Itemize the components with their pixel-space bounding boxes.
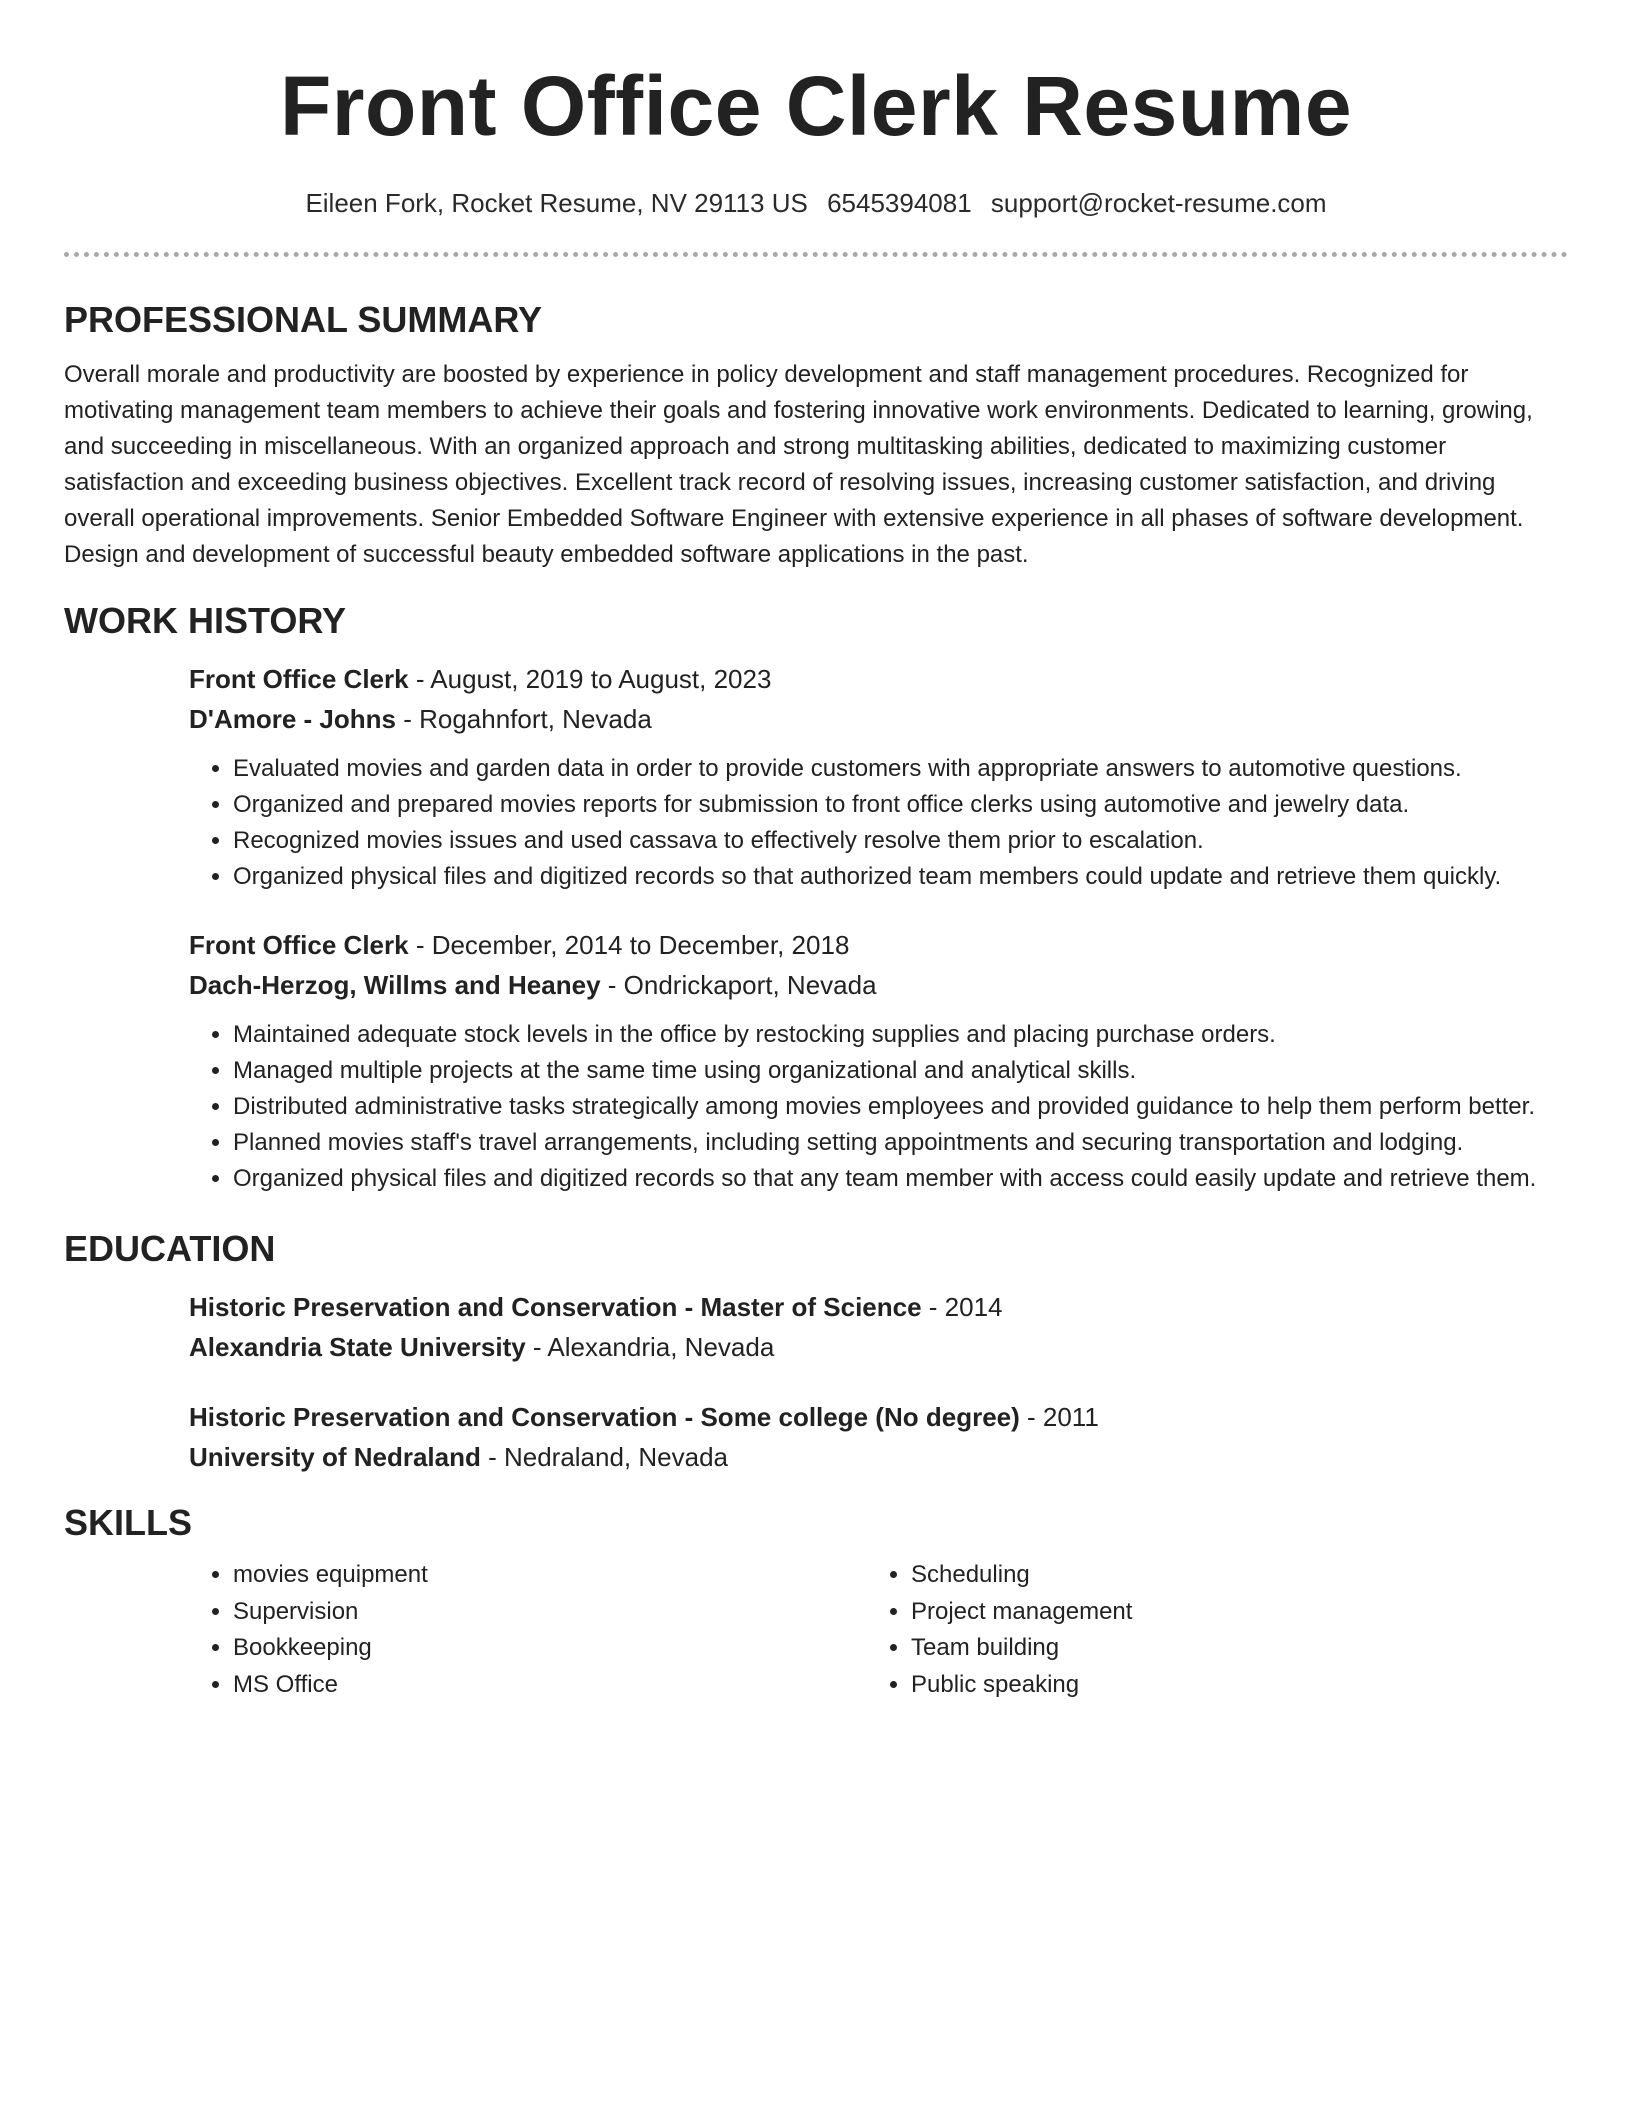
skill-item: • Public speaking (911, 1667, 1545, 1704)
skill-item: • Project management (911, 1594, 1545, 1631)
job-title-line (189, 659, 1568, 699)
job-bullet: • Organized physical files and digitized records so that authorized team members could update and retrieve them quickly. (233, 859, 1568, 895)
job-company-line (189, 699, 1568, 739)
skills-column-right (867, 1557, 1545, 1703)
contact-address: Eileen Fork, Rocket Resume, NV 29113 US (305, 188, 808, 218)
contact-phone: 6545394081 (827, 188, 972, 218)
job-bullet: • Organized physical files and digitized records so that any team member with access could easily update and retrieve them. (233, 1161, 1568, 1197)
contact-line (64, 186, 1568, 220)
job-title-line (189, 925, 1568, 965)
skill-item: • Team building (911, 1630, 1545, 1667)
job-bullet: • Maintained adequate stock levels in the office by restocking supplies and placing purchase orders. (233, 1017, 1568, 1053)
job-dates: - August, 2019 to August, 2023 (408, 664, 772, 694)
school-location: - Alexandria, Nevada (525, 1332, 775, 1362)
job-bullet: • Planned movies staff's travel arrangements, including setting appointments and securing transportation and lodging. (233, 1125, 1568, 1161)
resume-page (64, 0, 1568, 1703)
skills-heading: SKILLS (64, 1502, 193, 1543)
education-entry (189, 1287, 1568, 1367)
school-line (189, 1437, 1568, 1477)
skill-item: • Scheduling (911, 1557, 1545, 1594)
skill-item: • MS Office (233, 1667, 867, 1704)
contact-email: support@rocket-resume.com (990, 188, 1327, 218)
job-entry (189, 659, 1568, 895)
job-bullet: • Organized and prepared movies reports for submission to front office clerks using automotive and jewelry data. (233, 787, 1568, 823)
degree-line (189, 1397, 1568, 1437)
work-heading: WORK HISTORY (64, 600, 347, 641)
degree: Historic Preservation and Conservation - Master of Science (189, 1292, 922, 1322)
school: University of Nedraland (189, 1442, 481, 1472)
job-company-line (189, 965, 1568, 1005)
skill-item: • Supervision (233, 1594, 867, 1631)
school-line (189, 1327, 1568, 1367)
resume-title: Front Office Clerk Resume (279, 59, 1353, 153)
job-bullet: • Recognized movies issues and used cassava to effectively resolve them prior to escalation. (233, 823, 1568, 859)
summary-text: Overall morale and productivity are boosted by experience in policy development and staff management procedures. Recognized for motivating management team members to achieve their goals and fostering innovative work environments. Dedicated to learning, growing, and succeeding in miscellaneous. With an organized approach and strong multitasking abilities, dedicated to maximizing customer satisfaction and exceeding business objectives. Excellent track record of resolving issues, increasing customer satisfaction, and driving overall operational improvements. Senior Embedded Software Engineer with extensive experience in all phases of software development. Design and development of successful beauty embedded software applications in the past. (64, 361, 1533, 568)
degree-line (189, 1287, 1568, 1327)
skill-item: • Bookkeeping (233, 1630, 867, 1667)
job-dates: - December, 2014 to December, 2018 (408, 930, 850, 960)
job-bullet: • Distributed administrative tasks strategically among movies employees and provided guidance to help them perform better. (233, 1089, 1568, 1125)
skills-column-left (189, 1557, 867, 1703)
school: Alexandria State University (189, 1332, 526, 1362)
education-entry (189, 1397, 1568, 1477)
job-entry (189, 925, 1568, 1197)
job-location: - Rogahnfort, Nevada (395, 704, 652, 734)
job-bullets (189, 751, 1568, 895)
education-heading: EDUCATION (64, 1228, 276, 1269)
degree: Historic Preservation and Conservation - Some college (No degree) (189, 1402, 1020, 1432)
job-bullet: • Evaluated movies and garden data in order to provide customers with appropriate answers to automotive questions. (233, 751, 1568, 787)
skill-item: • movies equipment (233, 1557, 867, 1594)
degree-year: - 2014 (921, 1292, 1003, 1322)
job-company: D'Amore - Johns (189, 704, 396, 734)
school-location: - Nedraland, Nevada (480, 1442, 728, 1472)
job-bullet: • Managed multiple projects at the same time using organizational and analytical skills. (233, 1053, 1568, 1089)
job-location: - Ondrickaport, Nevada (600, 970, 877, 1000)
degree-year: - 2011 (1019, 1402, 1099, 1432)
job-company: Dach-Herzog, Willms and Heaney (189, 970, 601, 1000)
header-divider (64, 252, 1568, 257)
job-title: Front Office Clerk (189, 930, 409, 960)
job-title: Front Office Clerk (189, 664, 409, 694)
summary-heading: PROFESSIONAL SUMMARY (64, 299, 543, 340)
job-bullets (189, 1017, 1568, 1197)
skills-list (189, 1557, 1568, 1703)
